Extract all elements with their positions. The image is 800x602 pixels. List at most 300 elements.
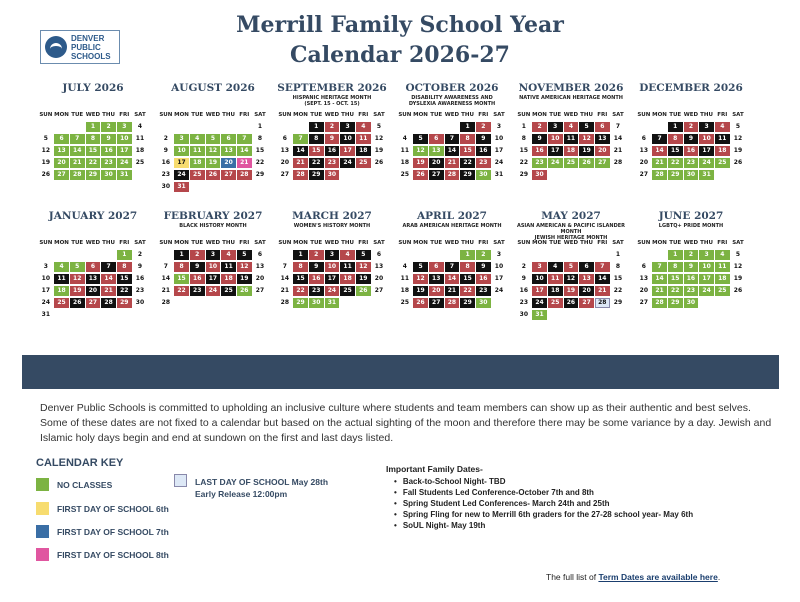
month-grid — [158, 109, 268, 193]
empty-day — [159, 122, 174, 132]
calendar-day: 19 — [579, 146, 594, 156]
calendar-day: 16 — [519, 287, 529, 294]
calendar-day: 12 — [413, 274, 428, 284]
calendar-day: 14 — [161, 275, 171, 282]
month-observance — [38, 95, 148, 108]
terms-note — [546, 572, 720, 582]
key-no-classes — [36, 478, 112, 491]
weekday-header: SUN — [398, 240, 412, 246]
weekday-header: FRI — [239, 240, 250, 246]
calendar-day: 20 — [595, 146, 610, 156]
calendar-day: 1 — [174, 250, 189, 260]
calendar-day: 28 — [652, 298, 667, 308]
calendar-day: 21 — [595, 286, 610, 296]
empty-day — [206, 122, 221, 132]
calendar-day: 29 — [117, 298, 132, 308]
calendar-day: 30 — [684, 170, 699, 180]
calendar-day: 25 — [135, 159, 145, 166]
calendar-day: 23 — [161, 171, 171, 178]
calendar-day: 8 — [668, 134, 683, 144]
weekday-header: SUN — [39, 112, 53, 118]
calendar-day: 6 — [429, 262, 444, 272]
calendar-day: 9 — [101, 134, 116, 144]
calendar-day: 11 — [340, 262, 355, 272]
calendar-day: 12 — [41, 147, 51, 154]
calendar-day: 5 — [206, 134, 221, 144]
calendar-day: 12 — [237, 262, 252, 272]
calendar-day: 24 — [494, 159, 504, 166]
calendar-day: 17 — [325, 274, 340, 284]
weekday-header: MON — [54, 240, 69, 246]
month-grid — [397, 109, 507, 181]
key-last-day — [174, 474, 328, 500]
weekday-header: WED — [444, 112, 460, 118]
month-name: APRIL 2027 — [417, 210, 487, 222]
calendar-day: 14 — [445, 274, 460, 284]
empty-day — [39, 122, 54, 132]
month-grid — [277, 237, 387, 309]
weekday-header: FRI — [717, 112, 728, 118]
calendar-day: 20 — [54, 158, 69, 168]
calendar-day: 19 — [564, 286, 579, 296]
calendar-day: 11 — [564, 134, 579, 144]
month-name: OCTOBER 2026 — [405, 82, 499, 94]
key-last-day-line1: LAST DAY OF SCHOOL May 28th — [195, 477, 329, 487]
calendar-day: 15 — [255, 147, 265, 154]
calendar-day: 8 — [668, 262, 683, 272]
calendar-day: 29 — [668, 170, 683, 180]
calendar-day: 25 — [715, 286, 730, 296]
weekday-header: SUN — [278, 240, 292, 246]
weekday-header: TUE — [669, 240, 682, 246]
calendar-day: 4 — [564, 122, 579, 132]
weekday-header: FRI — [119, 240, 130, 246]
calendar-day: 25 — [400, 299, 410, 306]
calendar-day: 1 — [309, 122, 324, 132]
calendar-day: 31 — [174, 182, 189, 192]
calendar-day: 2 — [476, 250, 491, 260]
calendar-day: 26 — [206, 170, 221, 180]
calendar-day: 13 — [639, 275, 649, 282]
calendar-day: 6 — [641, 135, 646, 142]
calendar-day: 2 — [309, 250, 324, 260]
calendar-day: 24 — [494, 287, 504, 294]
weekday-header: FRI — [358, 240, 369, 246]
month-observance — [38, 223, 148, 236]
month-name: AUGUST 2026 — [171, 82, 255, 94]
calendar-day: 25 — [400, 171, 410, 178]
calendar-day: 10 — [494, 263, 504, 270]
calendar-day: 27 — [255, 287, 265, 294]
calendar-day: 25 — [340, 286, 355, 296]
month-name: SEPTEMBER 2026 — [277, 82, 387, 94]
month-observance — [158, 95, 268, 108]
weekday-header: WED — [205, 112, 221, 118]
calendar-day: 7 — [615, 123, 621, 130]
empty-day — [429, 250, 444, 260]
weekday-header: SAT — [493, 112, 505, 118]
month-observance: LGBTQ+ PRIDE MONTH — [658, 223, 724, 229]
calendar-day: 4 — [356, 122, 371, 132]
calendar-day: 6 — [595, 122, 610, 132]
calendar-day: 27 — [639, 299, 649, 306]
calendar-day: 7 — [293, 134, 308, 144]
month-calendar — [158, 82, 268, 193]
calendar-day: 21 — [70, 158, 85, 168]
weekday-header: THU — [222, 112, 235, 118]
calendar-day: 23 — [309, 286, 324, 296]
calendar-day: 2 — [190, 250, 205, 260]
calendar-day: 29 — [668, 298, 683, 308]
month-calendar — [397, 82, 507, 181]
calendar-day: 29 — [293, 298, 308, 308]
month-observance: NATIVE AMERICAN HERITAGE MONTH — [519, 95, 623, 101]
calendar-day: 4 — [137, 123, 143, 130]
calendar-day: 15 — [174, 274, 189, 284]
weekday-header: MON — [54, 112, 69, 118]
calendar-day: 14 — [70, 146, 85, 156]
month-calendar — [38, 210, 148, 321]
weekday-header: WED — [205, 240, 221, 246]
empty-day — [174, 122, 189, 132]
calendar-day: 6 — [282, 135, 287, 142]
calendar-day: 20 — [86, 286, 101, 296]
calendar-day: 20 — [429, 158, 444, 168]
calendar-day: 26 — [733, 287, 743, 294]
calendar-day: 11 — [548, 274, 563, 284]
calendar-day: 13 — [255, 263, 265, 270]
calendar-day: 2 — [101, 122, 116, 132]
calendar-day: 6 — [221, 134, 236, 144]
calendar-day: 5 — [735, 123, 741, 130]
calendar-day: 10 — [340, 134, 355, 144]
calendar-day: 27 — [280, 171, 290, 178]
calendar-day: 15 — [613, 275, 623, 282]
calendar-day: 10 — [206, 262, 221, 272]
calendar-day: 17 — [41, 287, 51, 294]
calendar-key-title: CALENDAR KEY — [36, 457, 124, 469]
weekday-header: TUE — [549, 240, 562, 246]
calendar-day: 4 — [54, 262, 69, 272]
calendar-day: 19 — [41, 159, 51, 166]
weekday-header: WED — [683, 112, 699, 118]
calendar-day: 13 — [579, 274, 594, 284]
empty-day — [398, 122, 413, 132]
empty-day — [70, 122, 85, 132]
empty-day — [278, 122, 293, 132]
calendar-day: 23 — [325, 158, 340, 168]
weekday-header: THU — [341, 240, 354, 246]
calendar-day: 18 — [715, 274, 730, 284]
calendar-day: 29 — [460, 298, 475, 308]
month-name: JULY 2026 — [62, 82, 124, 94]
month-grid — [277, 109, 387, 181]
calendar-day: 1 — [257, 123, 263, 130]
calendar-day: 24 — [699, 158, 714, 168]
calendar-day: 19 — [356, 274, 371, 284]
calendar-day: 28 — [280, 299, 290, 306]
calendar-day: 13 — [429, 146, 444, 156]
calendar-day: 22 — [293, 286, 308, 296]
calendar-day: 20 — [374, 275, 384, 282]
calendar-day: 5 — [735, 251, 741, 258]
family-dates — [386, 464, 693, 531]
weekday-header: SAT — [373, 240, 385, 246]
calendar-day: 22 — [117, 286, 132, 296]
calendar-day: 9 — [521, 275, 526, 282]
calendar-day: 24 — [117, 158, 132, 168]
month-grid — [636, 109, 746, 181]
family-dates-list — [386, 476, 693, 531]
empty-day — [652, 250, 667, 260]
calendar-day: 11 — [400, 275, 410, 282]
empty-day — [70, 250, 85, 260]
inclusion-statement: Denver Public Schools is committed to upholding an inclusive culture where students and team members can show up as their authentic and best selves. Some of these dates are not fixed to a calendar but based on the actual sighting of the moon and therefore there may be some variance by a day. Jewish and Islamic holy days begin and end at sundown on the first and last days listed. — [40, 402, 772, 444]
weekday-header: FRI — [358, 112, 369, 118]
weekday-header: SAT — [732, 112, 744, 118]
calendar-day: 14 — [237, 146, 252, 156]
calendar-day: 22 — [309, 158, 324, 168]
calendar-day: 24 — [174, 170, 189, 180]
calendar-day: 3 — [206, 250, 221, 260]
calendar-day: 30 — [684, 298, 699, 308]
month-name: JANUARY 2027 — [48, 210, 138, 222]
empty-day — [413, 122, 428, 132]
weekday-header: TUE — [71, 112, 84, 118]
calendar-day: 5 — [376, 123, 382, 130]
calendar-day: 12 — [356, 262, 371, 272]
calendar-day: 18 — [190, 158, 205, 168]
weekday-header: THU — [222, 240, 235, 246]
calendar-day: 22 — [460, 286, 475, 296]
calendar-day: 26 — [564, 298, 579, 308]
calendar-day: 29 — [309, 170, 324, 180]
empty-day — [159, 250, 174, 260]
calendar-day: 19 — [374, 147, 384, 154]
calendar-day: 8 — [174, 262, 189, 272]
calendar-day: 3 — [325, 250, 340, 260]
calendar-day: 3 — [532, 262, 547, 272]
calendar-day: 2 — [521, 263, 526, 270]
key-last-day-line2: Early Release 12:00pm — [195, 489, 288, 499]
key-label: FIRST DAY OF SCHOOL 8th — [57, 549, 169, 560]
calendar-day: 1 — [86, 122, 101, 132]
calendar-day: 1 — [521, 123, 526, 130]
weekday-header: SAT — [612, 112, 624, 118]
weekday-header: TUE — [310, 112, 323, 118]
empty-day — [564, 250, 579, 260]
calendar-day: 21 — [101, 286, 116, 296]
empty-day — [190, 122, 205, 132]
empty-day — [101, 250, 116, 260]
calendar-day: 27 — [595, 158, 610, 168]
empty-day — [548, 250, 563, 260]
calendar-day: 16 — [684, 146, 699, 156]
calendar-day: 13 — [280, 147, 290, 154]
calendar-day: 28 — [652, 170, 667, 180]
calendar-day: 6 — [579, 262, 594, 272]
calendar-day: 15 — [460, 274, 475, 284]
calendar-day: 1 — [668, 250, 683, 260]
calendar-day: 10 — [699, 262, 714, 272]
calendar-day: 7 — [595, 262, 610, 272]
calendar-day: 4 — [402, 263, 407, 270]
calendar-day: 19 — [206, 158, 221, 168]
calendar-day: 8 — [460, 262, 475, 272]
month-calendar — [516, 82, 626, 181]
calendar-day: 24 — [340, 158, 355, 168]
calendar-day: 23 — [101, 158, 116, 168]
calendar-day: 30 — [309, 298, 324, 308]
weekday-header: SUN — [278, 112, 292, 118]
calendar-day: 23 — [135, 287, 145, 294]
calendar-day: 25 — [221, 286, 236, 296]
weekday-header: WED — [563, 112, 579, 118]
calendar-day: 4 — [340, 250, 355, 260]
calendar-day: 28 — [161, 299, 171, 306]
calendar-day: 27 — [429, 170, 444, 180]
calendar-day: 8 — [86, 134, 101, 144]
calendar-day: 16 — [532, 146, 547, 156]
calendar-day: 9 — [163, 147, 168, 154]
term-dates-link[interactable]: Term Dates are available here — [598, 572, 718, 582]
calendar-day: 15 — [460, 146, 475, 156]
calendar-day: 20 — [639, 287, 649, 294]
key-swatch-pink — [36, 548, 49, 561]
weekday-header: SAT — [373, 112, 385, 118]
calendar-day: 22 — [174, 286, 189, 296]
calendar-day: 1 — [117, 250, 132, 260]
weekday-header: MON — [652, 240, 667, 246]
weekday-header: WED — [85, 112, 101, 118]
family-date-item: • Fall Students Led Conference-October 7th and 8th — [394, 487, 693, 498]
month-observance: ARAB AMERICAN HERITAGE MONTH — [402, 223, 502, 229]
calendar-day: 24 — [548, 158, 563, 168]
weekday-header: WED — [85, 240, 101, 246]
calendar-day: 27 — [429, 298, 444, 308]
month-calendar — [158, 210, 268, 309]
month-grid — [397, 237, 507, 309]
weekday-header: SUN — [159, 240, 173, 246]
month-name: NOVEMBER 2026 — [518, 82, 624, 94]
month-grid — [38, 109, 148, 181]
calendar-day: 3 — [340, 122, 355, 132]
weekday-header: WED — [563, 240, 579, 246]
calendar-day: 13 — [639, 147, 649, 154]
calendar-day: 16 — [161, 159, 171, 166]
calendar-day: 29 — [460, 170, 475, 180]
calendar-day: 24 — [325, 286, 340, 296]
weekday-header: THU — [461, 240, 474, 246]
calendar-day: 18 — [564, 146, 579, 156]
weekday-header: SUN — [517, 112, 531, 118]
calendar-day: 5 — [413, 134, 428, 144]
calendar-day: 5 — [237, 250, 252, 260]
calendar-day: 11 — [54, 274, 69, 284]
calendar-day: 6 — [641, 263, 646, 270]
calendar-day: 23 — [519, 299, 529, 306]
calendar-day: 11 — [221, 262, 236, 272]
calendar-day: 21 — [445, 158, 460, 168]
calendar-day: 14 — [613, 135, 623, 142]
calendar-day: 12 — [374, 135, 384, 142]
weekday-header: TUE — [191, 240, 204, 246]
calendar-day: 13 — [86, 274, 101, 284]
calendar-day: 14 — [595, 274, 610, 284]
calendar-day: 17 — [494, 275, 504, 282]
empty-day — [637, 250, 652, 260]
calendar-day: 3 — [496, 123, 502, 130]
month-observance: BLACK HISTORY MONTH — [179, 223, 247, 229]
calendar-day: 19 — [413, 158, 428, 168]
calendar-day: 19 — [733, 147, 743, 154]
calendar-day: 16 — [325, 146, 340, 156]
calendar-day: 11 — [135, 135, 145, 142]
calendar-day: 18 — [715, 146, 730, 156]
calendar-day: 28 — [293, 170, 308, 180]
calendar-day: 13 — [54, 146, 69, 156]
calendar-day: 8 — [293, 262, 308, 272]
calendar-day: 28 — [445, 298, 460, 308]
calendar-day: 1 — [668, 122, 683, 132]
calendar-day: 25 — [356, 158, 371, 168]
calendar-day: 19 — [237, 274, 252, 284]
calendar-day: 18 — [340, 274, 355, 284]
calendar-day: 8 — [460, 134, 475, 144]
family-dates-title: Important Family Dates- — [386, 464, 483, 474]
calendar-day: 9 — [325, 134, 340, 144]
empty-day — [595, 250, 610, 260]
calendar-day: 29 — [613, 299, 623, 306]
calendar-day: 9 — [684, 262, 699, 272]
calendar-day: 22 — [613, 287, 623, 294]
weekday-header: MON — [532, 112, 547, 118]
calendar-day: 8 — [257, 135, 263, 142]
calendar-day: 22 — [668, 286, 683, 296]
calendar-day: 19 — [733, 275, 743, 282]
calendar-day: 10 — [325, 262, 340, 272]
calendar-day: 20 — [429, 286, 444, 296]
calendar-day: 16 — [135, 275, 145, 282]
month-calendar — [397, 210, 507, 309]
calendar-day: 14 — [445, 146, 460, 156]
calendar-day: 24 — [532, 298, 547, 308]
month-observance: HISPANIC HERITAGE MONTH (SEPT. 15 - OCT. 15) — [292, 95, 372, 107]
month-calendar — [277, 210, 387, 309]
calendar-day: 15 — [86, 146, 101, 156]
calendar-day: 4 — [715, 250, 730, 260]
calendar-day: 11 — [400, 147, 410, 154]
calendar-day: 17 — [174, 158, 189, 168]
calendar-day: 7 — [70, 134, 85, 144]
calendar-day: 16 — [684, 274, 699, 284]
calendar-day: 22 — [86, 158, 101, 168]
calendar-day: 29 — [519, 171, 529, 178]
weekday-header: TUE — [430, 112, 443, 118]
calendar-day: 29 — [255, 171, 265, 178]
calendar-day: 2 — [476, 122, 491, 132]
weekday-header: SUN — [39, 240, 53, 246]
calendar-day: 29 — [86, 170, 101, 180]
calendar-day: 23 — [476, 158, 491, 168]
calendar-day: 27 — [374, 287, 384, 294]
calendar-day: 13 — [374, 263, 384, 270]
weekday-header: SUN — [517, 240, 531, 246]
month-observance: ASIAN AMERICAN & PACIFIC ISLANDER MONTH JEWISH HERITAGE MONTH — [516, 223, 626, 241]
calendar-day: 7 — [163, 263, 168, 270]
calendar-day: 4 — [190, 134, 205, 144]
calendar-day: 20 — [579, 286, 594, 296]
